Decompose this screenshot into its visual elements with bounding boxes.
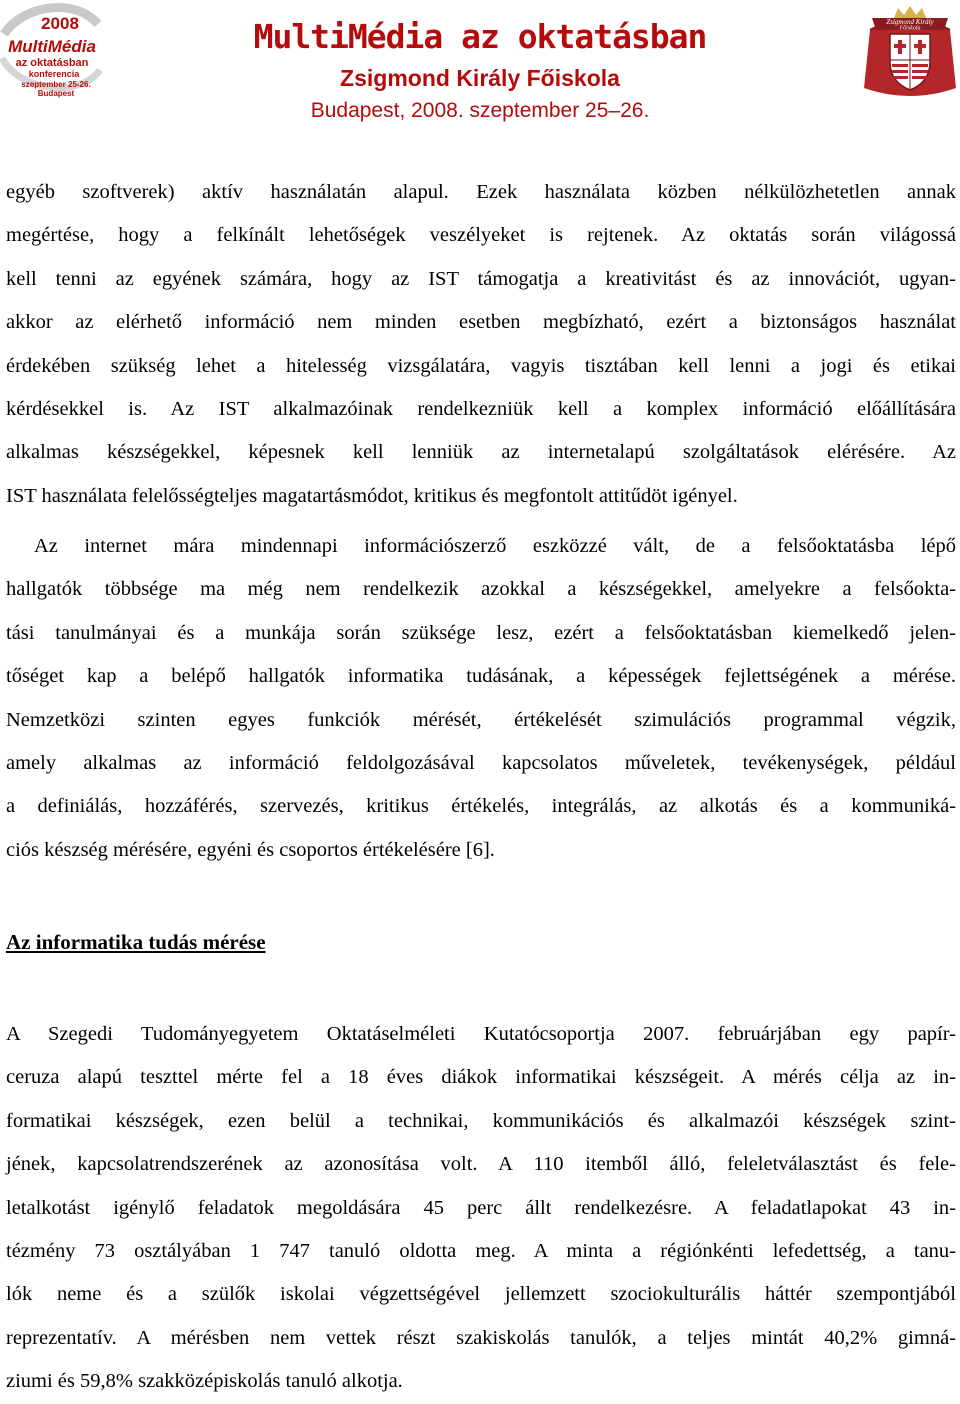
paragraph-2-line: tási tanulmányai és a munkája során szüksége lesz, ezért a felsőoktatásban kiemelkedő jelen- bbox=[6, 621, 956, 644]
paragraph-3-line: jének, kapcsolatrendszerének az azonosítása volt. A 110 itemből álló, feleletválasztást és fele- bbox=[6, 1153, 956, 1176]
conference-title: MultiMédia az oktatásban bbox=[253, 17, 707, 56]
paragraph-2-line: a definiálás, hozzáférés, szervezés, kritikus értékelés, integrálás, az alkotás és a kommuniká- bbox=[6, 795, 956, 818]
paragraph-2-line: ciós készség mérésére, egyéni és csoportos értékelésére [6]. bbox=[6, 838, 495, 861]
paragraph-3-line: formatikai készségek, ezen belül a technikai, kommunikációs és alkalmazói készségek szint- bbox=[6, 1109, 956, 1132]
conference-logo-dates: szeptember 25-26. bbox=[21, 80, 91, 89]
paragraph-1-line: alkalmas készségekkel, képesnek kell lenniük az internetalapú szolgáltatások elérésére. Az bbox=[6, 441, 956, 464]
conference-logo-city: Budapest bbox=[37, 89, 75, 98]
page-header bbox=[0, 0, 960, 130]
school-crest-logo bbox=[860, 4, 960, 104]
paragraph-3-line: ziumi és 59,8% szakközépiskolás tanuló alkotja. bbox=[6, 1370, 403, 1393]
paragraph-2 bbox=[6, 525, 956, 872]
crest-school-name: Zsigmond Király bbox=[886, 18, 934, 26]
paragraph-1-line: érdekében szükség lehet a hitelesség vizsgálatára, vagyis tisztában kell lenni a jogi és etikai bbox=[6, 354, 956, 377]
paragraph-1-line: kérdésekkel is. Az IST alkalmazóinak rendelkezniük kell a komplex információ előállítására bbox=[6, 397, 956, 420]
conference-logo-brand: MultiMédia bbox=[8, 37, 96, 56]
conference-logo-subtitle: az oktatásban bbox=[15, 57, 89, 69]
conference-date: Budapest, 2008. szeptember 25–26. bbox=[310, 99, 650, 122]
paragraph-2-line: amely alkalmas az információ feldolgozásával kapcsolatos műveletek, tevékenységek, például bbox=[6, 751, 956, 774]
section-heading: Az informatika tudás mérése bbox=[6, 930, 266, 954]
paragraph-1 bbox=[6, 171, 956, 518]
paragraph-2-line: hallgatók többsége ma még nem rendelkezik azokkal a készségekkel, amelyekre a felsőokta- bbox=[6, 578, 956, 601]
paragraph-3-line: ceruza alapú teszttel mérte fel a 18 éves diákok informatikai készségeit. A mérés célja az in- bbox=[6, 1066, 956, 1089]
paragraph-2-line: Az internet mára mindennapi információszerző eszközzé vált, de a felsőoktatásba lépő bbox=[34, 535, 956, 557]
paragraph-3-line: A Szegedi Tudományegyetem Oktatáselméleti Kutatócsoportja 2007. februárjában egy papír- bbox=[6, 1023, 956, 1045]
paragraph-1-line: megértése, hogy a felkínált lehetőségek veszélyeket is rejtenek. Az oktatás során világossá bbox=[6, 224, 956, 247]
paragraph-1-line: egyéb szoftverek) aktív használatán alapul. Ezek használata közben nélkülözhetetlen annak bbox=[6, 181, 956, 203]
paragraph-3 bbox=[6, 1013, 956, 1404]
paragraph-1-line: IST használata felelősségteljes magatartásmódot, kritikus és megfontolt attitűdöt igényel. bbox=[6, 484, 738, 507]
paragraph-1-line: akkor az elérhető információ nem minden esetben megbízható, ezért a biztonságos használat bbox=[6, 311, 956, 334]
school-name: Zsigmond Király Főiskola bbox=[340, 65, 620, 91]
paragraph-2-line: Nemzetközi szinten egyes funkciók mérését, értékelését szimulációs programmal végzik, bbox=[6, 708, 956, 731]
paragraph-2-line: tőséget kap a belépő hallgatók informatika tudásának, a képességek fejlettségének a mérése. bbox=[6, 665, 956, 688]
paragraph-1-line: kell tenni az egyének számára, hogy az IST támogatja a kreativitást és az innovációt, ugyan- bbox=[6, 267, 956, 290]
paragraph-3-line: tézmény 73 osztályában 1 747 tanuló oldotta meg. A minta a régiónkénti lefedettség, a tanu- bbox=[6, 1239, 956, 1262]
paragraph-3-line: letalkotást igénylő feladatok megoldására 45 perc állt rendelkezésre. A feladatlapokat 43 in- bbox=[6, 1196, 956, 1219]
conference-logo-year: 2008 bbox=[41, 14, 79, 33]
paragraph-3-line: reprezentatív. A mérésben nem vettek részt szakiskolás tanulók, a teljes mintát 40,2% gimná- bbox=[6, 1326, 956, 1349]
crest-school-type: Főiskola bbox=[899, 25, 921, 32]
paragraph-3-line: lók neme és a szülők iskolai végzettségével jellemzett szociokulturális háttér szempontjából bbox=[6, 1283, 956, 1306]
conference-logo-type: konferencia bbox=[28, 69, 80, 79]
